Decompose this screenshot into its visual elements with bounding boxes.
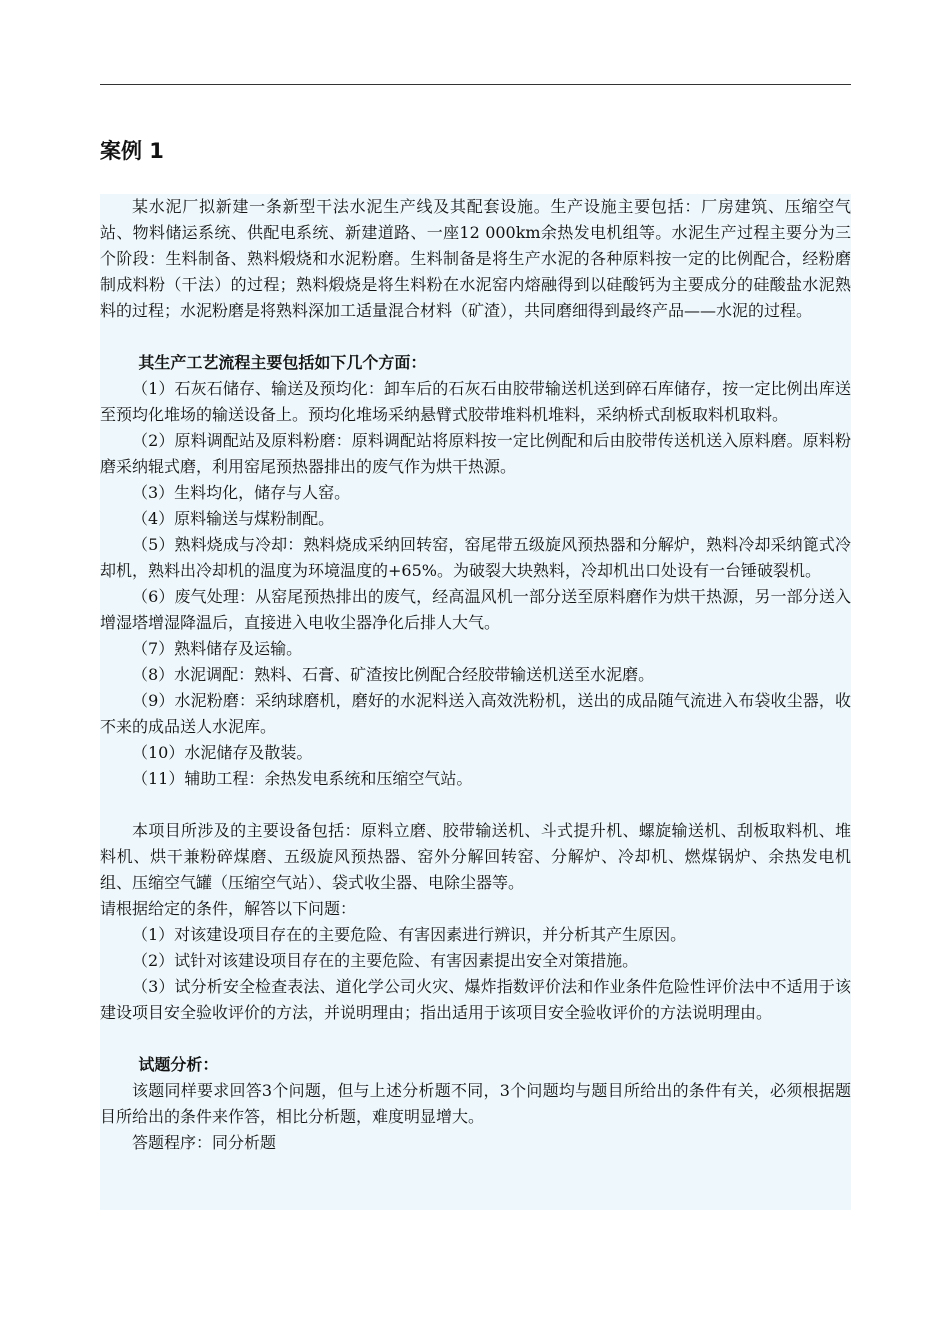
process-item: （4）原料输送与煤粉制配。 [132, 509, 335, 528]
process-item: （7）熟料储存及运输。 [132, 639, 303, 658]
question-item: （1）对该建设项目存在的主要危险、有害因素进行辨识，并分析其产生原因。 [132, 925, 687, 944]
answer-procedure: 答题程序：同分析题 [132, 1133, 277, 1152]
process-item: （5）熟料烧成与冷却：熟料烧成采纳回转窑，窑尾带五级旋风预热器和分解炉，熟料冷却采纳篦式冷却机，熟料出冷却机的温度为环境温度的+65%。为破裂大块熟料，冷却机出口处设有一台锤破裂机。 [100, 535, 851, 580]
case-title: 案例 1 [100, 139, 164, 163]
case-content [100, 194, 851, 1210]
intro-paragraph: 某水泥厂拟新建一条新型干法水泥生产线及其配套设施。生产设施主要包括：厂房建筑、压缩空气站、物料储运系统、供配电系统、新建道路、一座12 000km余热发电机组等。水泥生产过程主要分为三个阶段：生料制备、熟料煅烧和水泥粉磨。生料制备是将生产水泥的各种原料按一定的比例配合，经粉磨制成料粉（干法）的过程；熟料煅烧是将生料粉在水泥窑内熔融得到以硅酸钙为主要成分的硅酸盐水泥熟料的过程；水泥粉磨是将熟料深加工适量混合材料（矿渣），共同磨细得到最终产品——水泥的过程。 [100, 197, 851, 320]
questions-intro: 请根据给定的条件，解答以下问题： [100, 899, 357, 918]
spacer [100, 324, 851, 350]
spacer [100, 792, 851, 818]
question-list [100, 922, 851, 1026]
equipment-paragraph: 本项目所涉及的主要设备包括：原料立磨、胶带输送机、斗式提升机、螺旋输送机、刮板取料机、堆料机、烘干兼粉碎煤磨、五级旋风预热器、窑外分解回转窑、分解炉、冷却机、燃煤锅炉、余热发电机组、压缩空气罐（压缩空气站）、袋式收尘器、电除尘器等。 [100, 821, 851, 892]
process-heading: 其生产工艺流程主要包括如下几个方面： [138, 353, 427, 372]
analysis-paragraph: 该题同样要求回答3个问题，但与上述分析题不同，3个问题均与题目所给出的条件有关，必须根据题目所给出的条件来作答，相比分析题，难度明显增大。 [100, 1081, 851, 1126]
header-rule [100, 84, 851, 85]
analysis-heading: 试题分析： [138, 1055, 219, 1074]
question-item: （3）试分析安全检查表法、道化学公司火灾、爆炸指数评价法和作业条件危险性评价法中不适用于该建设项目安全验收评价的方法，并说明理由；指出适用于该项目安全验收评价的方法说明理由。 [100, 977, 851, 1022]
process-item: （11）辅助工程：余热发电系统和压缩空气站。 [132, 769, 473, 788]
process-item: （2）原料调配站及原料粉磨：原料调配站将原料按一定比例配和后由胶带传送机送入原料磨。原料粉磨采纳辊式磨，利用窑尾预热器排出的废气作为烘干热源。 [100, 431, 851, 476]
process-item: （9）水泥粉磨：采纳球磨机，磨好的水泥料送入高效洗粉机，送出的成品随气流进入布袋收尘器，收不来的成品送人水泥库。 [100, 691, 851, 736]
process-list [100, 376, 851, 792]
process-item: （8）水泥调配：熟料、石膏、矿渣按比例配合经胶带输送机送至水泥磨。 [132, 665, 655, 684]
process-item: （6）废气处理：从窑尾预热排出的废气，经高温风机一部分送至原料磨作为烘干热源，另一部分送入增湿塔增湿降温后，直接进入电收尘器净化后排人大气。 [100, 587, 851, 632]
process-item: （10）水泥储存及散装。 [132, 743, 313, 762]
process-item: （3）生料均化，储存与人窑。 [132, 483, 351, 502]
question-item: （2）试针对该建设项目存在的主要危险、有害因素提出安全对策措施。 [132, 951, 639, 970]
spacer [100, 1026, 851, 1052]
process-item: （1）石灰石储存、输送及预均化：卸车后的石灰石由胶带输送机送到碎石库储存，按一定比例出库送至预均化堆场的输送设备上。预均化堆场采纳悬臂式胶带堆料机堆料，采纳桥式刮板取料机取料。 [100, 379, 851, 424]
